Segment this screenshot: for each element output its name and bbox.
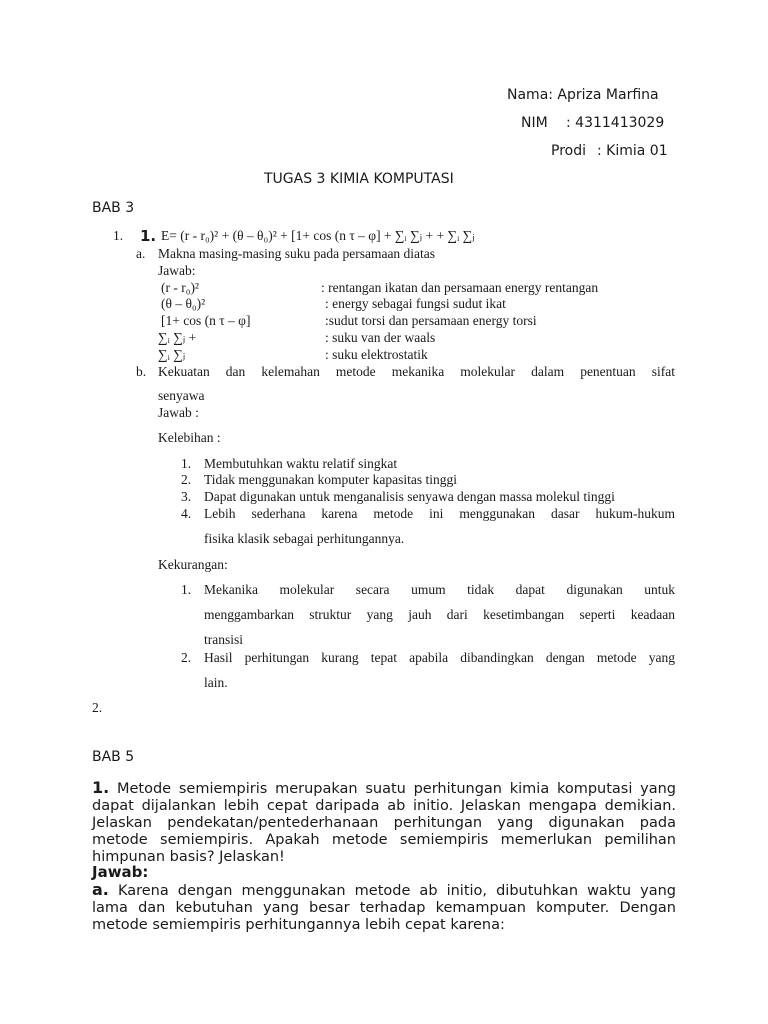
sub-b-line-2: senyawa — [158, 388, 205, 403]
term-1-meaning: : rentangan ikatan dan persamaan energy rentangan — [321, 280, 599, 295]
prodi-label: Prodi — [551, 143, 586, 159]
bab5-q1-text: Metode semiempiris merupakan suatu perhitungan kimia komputasi yang dapat dijalankan lebih cepat daripada ab initio. Jelaskan mengapa demikian. Jelaskan pendekatan/pentederhanaan perhitungan yang digunakan pada metode semiempiris. Apakah metode semiempiris memerlukan pemilihan himpunan basis? Jelaskan! — [92, 781, 677, 865]
sub-b-marker: b. — [136, 364, 147, 379]
kelebihan-1-text: Membutuhkan waktu relatif singkat — [204, 456, 398, 471]
kelebihan-4-text-1: Lebih sederhana karena metode ini menggunakan dasar hukum-hukum — [204, 506, 675, 521]
kelebihan-4-text-2: fisika klasik sebagai perhitungannya. — [204, 531, 405, 546]
kelebihan-2-num: 2. — [181, 472, 192, 487]
term-3-meaning: :sudut torsi dan persamaan energy torsi — [325, 313, 537, 328]
bab5-jawab: Jawab: — [92, 863, 149, 881]
q1-outer-number: 1. — [113, 228, 124, 243]
bab5-question-paragraph — [92, 779, 676, 866]
bab3-heading: BAB 3 — [92, 200, 135, 216]
kelebihan-4-num: 4. — [181, 506, 192, 521]
term-4-meaning: : suku van der waals — [325, 330, 436, 345]
kelebihan-label: Kelebihan : — [158, 430, 221, 445]
sub-b-line-1: Kekuatan dan kelemahan metode mekanika molekular dalam penentuan sifat — [158, 364, 675, 379]
sub-b-jawab: Jawab : — [158, 405, 199, 420]
page-title: TUGAS 3 KIMIA KOMPUTASI — [264, 171, 454, 187]
sub-a-jawab: Jawab: — [158, 263, 196, 278]
kelebihan-1-num: 1. — [181, 456, 192, 471]
kekurangan-1-num: 1. — [181, 582, 192, 597]
kekurangan-1-text-2: menggambarkan struktur yang jauh dari kesetimbangan seperti keadaan — [204, 607, 675, 622]
nim-value: : 4311413029 — [566, 115, 665, 131]
term-1: (r - r₀)² — [161, 280, 199, 295]
term-5-meaning: : suku elektrostatik — [325, 347, 428, 362]
term-3: [1+ cos (n τ – φ] — [161, 313, 251, 328]
q1-equation: E= (r - r₀)² + (θ – θ₀)² + [1+ cos (n τ – φ] + ∑ᵢ ∑ⱼ + + ∑ᵢ ∑ⱼ — [161, 228, 475, 243]
bab5-heading: BAB 5 — [92, 749, 135, 765]
student-name: Nama: Apriza Marfina — [507, 87, 659, 103]
term-2: (θ – θ₀)² — [161, 296, 206, 311]
kelebihan-2-text: Tidak menggunakan komputer kapasitas tinggi — [204, 472, 457, 487]
bab5-a-marker: a. — [92, 880, 109, 899]
q2-number: 2. — [92, 700, 103, 715]
kekurangan-1-text-1: Mekanika molekular secara umum tidak dapat digunakan untuk — [204, 582, 675, 597]
kelebihan-3-num: 3. — [181, 489, 192, 504]
bab5-q1-number: 1. — [92, 778, 110, 797]
sub-a-marker: a. — [136, 246, 146, 261]
q1-inner-number: 1. — [140, 227, 157, 245]
sub-a-text: Makna masing-masing suku pada persamaan diatas — [158, 246, 436, 261]
kekurangan-label: Kekurangan: — [158, 557, 228, 572]
kelebihan-3-text: Dapat digunakan untuk menganalisis senyawa dengan massa molekul tinggi — [204, 489, 615, 504]
kekurangan-2-text-2: lain. — [204, 675, 228, 690]
prodi-value: : Kimia 01 — [597, 143, 668, 159]
kekurangan-1-text-3: transisi — [204, 632, 243, 647]
term-2-meaning: : energy sebagai fungsi sudut ikat — [325, 296, 506, 311]
term-4: ∑ᵢ ∑ⱼ + — [158, 330, 197, 345]
bab5-answer-paragraph — [92, 881, 676, 934]
nim-label: NIM — [521, 115, 548, 131]
term-5: ∑ᵢ ∑ⱼ — [158, 347, 186, 362]
kekurangan-2-text-1: Hasil perhitungan kurang tepat apabila dibandingkan dengan metode yang — [204, 650, 675, 665]
kekurangan-2-num: 2. — [181, 650, 192, 665]
bab5-a-text: Karena dengan menggunakan metode ab initio, dibutuhkan waktu yang lama dan kebutuhan yang besar terhadap kemampuan komputer. Dengan metode semiempiris perhitungannya lebih cepat karena: — [92, 883, 677, 933]
